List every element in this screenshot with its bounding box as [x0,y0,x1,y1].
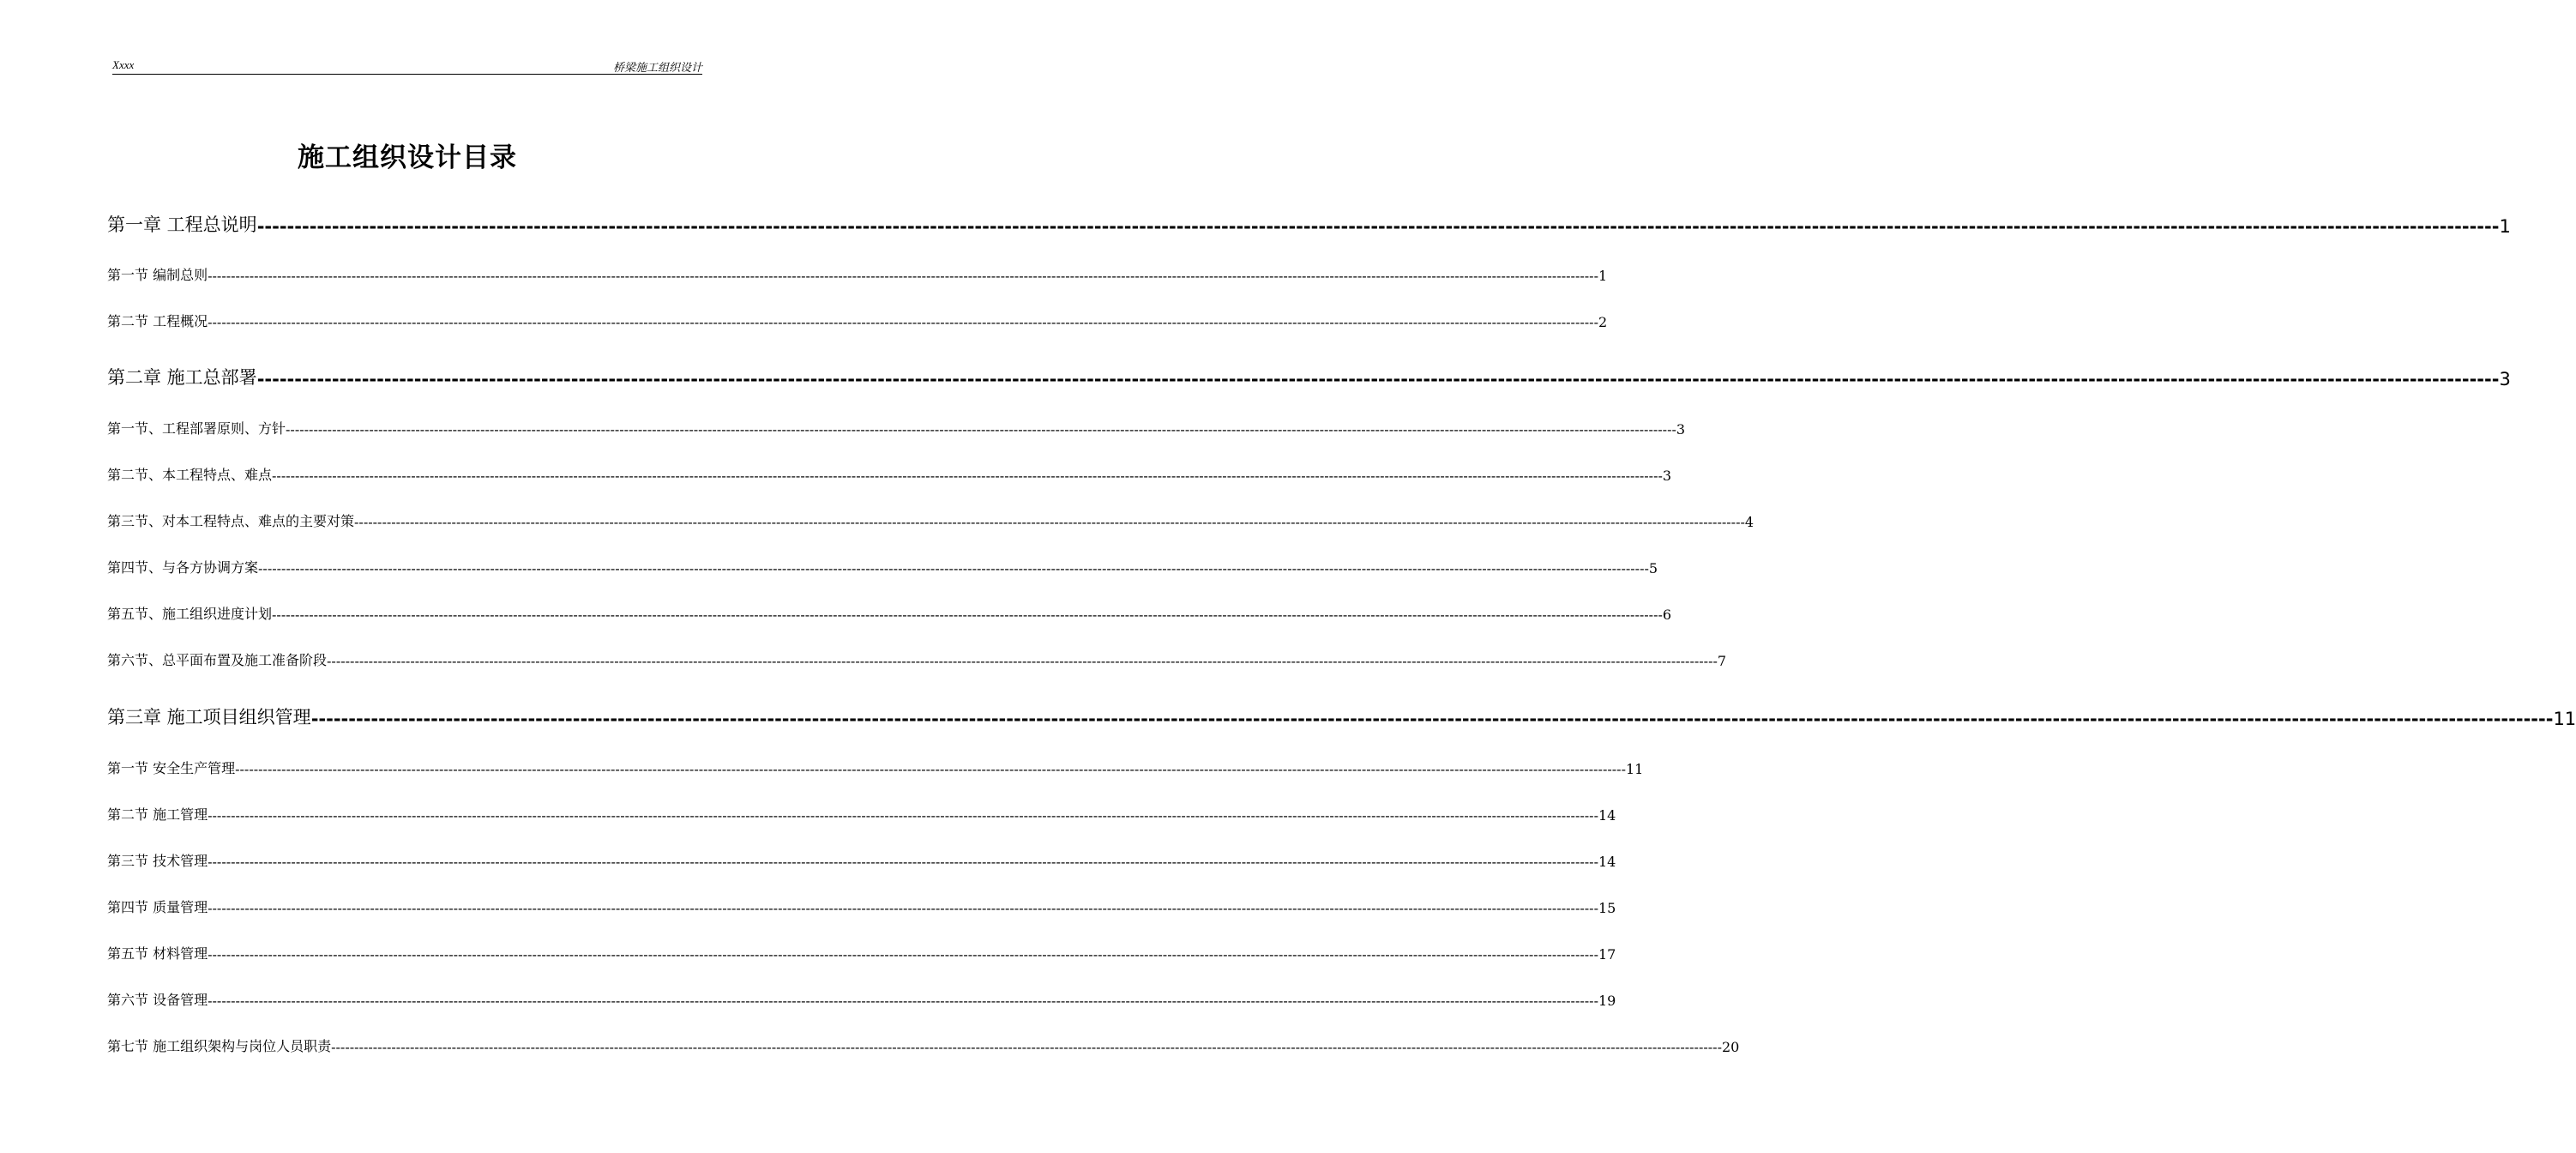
toc-entry-section[interactable] [107,465,1672,484]
toc-entry-page: 7 [1717,653,1727,669]
toc-entry-page: 11 [2553,709,2576,729]
toc-dot-leader: ------------------------------------------------------------------------------------------------------------------------------------------------------------------------------------------------------------------------------------------------------------------------------------------------------------ [256,216,2500,237]
toc-dot-leader: ------------------------------------------------------------------------------------------------------------------------------------------------------------------------------------------------------------------------------------------------------------------------------------------------------------ [208,314,1598,330]
toc-entry-page: 11 [1625,761,1644,777]
toc-entry-section[interactable] [107,805,1616,824]
toc-entry-label: 第二章 施工总部署 [107,367,257,388]
toc-dot-leader: ------------------------------------------------------------------------------------------------------------------------------------------------------------------------------------------------------------------------------------------------------------------------------------------------------------ [310,709,2554,729]
toc-entry-page: 3 [1676,421,1686,438]
toc-entry-label: 第二节 工程概况 [107,313,208,329]
toc-entry-label: 第二节、本工程特点、难点 [107,467,273,483]
toc-entry-page: 20 [1721,1039,1740,1055]
toc-entry-label: 第一章 工程总说明 [107,214,257,235]
toc-entry-page: 1 [1598,268,1608,284]
document-title: 施工组织设计目录 [298,142,517,173]
toc-entry-section[interactable] [107,758,1644,777]
toc-dot-leader: ------------------------------------------------------------------------------------------------------------------------------------------------------------------------------------------------------------------------------------------------------------------------------------------------------------ [331,1039,1722,1055]
header-right-text: 桥梁施工组织设计 [612,61,702,74]
toc-entry-page: 1 [2499,216,2511,237]
toc-entry-chapter-3[interactable] [107,705,2576,729]
toc-entry-label: 第一节 安全生产管理 [107,760,236,776]
toc-entry-label: 第七节 施工组织架构与岗位人员职责 [107,1038,332,1054]
toc-dot-leader: ------------------------------------------------------------------------------------------------------------------------------------------------------------------------------------------------------------------------------------------------------------------------------------------------------------ [256,369,2500,389]
toc-entry-section[interactable] [107,511,1754,530]
toc-entry-page: 17 [1598,946,1616,963]
toc-entry-label: 第四节 质量管理 [107,899,208,915]
toc-entry-label: 第五节 材料管理 [107,945,208,962]
toc-entry-page: 15 [1598,900,1616,916]
toc-dot-leader: ------------------------------------------------------------------------------------------------------------------------------------------------------------------------------------------------------------------------------------------------------------------------------------------------------------ [208,268,1598,284]
toc-entry-page: 6 [1662,607,1672,623]
toc-dot-leader: ------------------------------------------------------------------------------------------------------------------------------------------------------------------------------------------------------------------------------------------------------------------------------------------------------------ [208,854,1598,870]
toc-entry-label: 第一节、工程部署原则、方针 [107,420,286,437]
toc-dot-leader: ------------------------------------------------------------------------------------------------------------------------------------------------------------------------------------------------------------------------------------------------------------------------------------------------------------ [235,761,1626,777]
toc-entry-section[interactable] [107,650,1727,669]
toc-entry-section[interactable] [107,558,1658,576]
toc-entry-label: 第六节 设备管理 [107,992,208,1008]
toc-entry-section[interactable] [107,1036,1740,1055]
toc-dot-leader: ------------------------------------------------------------------------------------------------------------------------------------------------------------------------------------------------------------------------------------------------------------------------------------------------------------ [208,993,1598,1009]
toc-dot-leader: ------------------------------------------------------------------------------------------------------------------------------------------------------------------------------------------------------------------------------------------------------------------------------------------------------------ [272,607,1663,623]
toc-dot-leader: ------------------------------------------------------------------------------------------------------------------------------------------------------------------------------------------------------------------------------------------------------------------------------------------------------------ [272,468,1663,484]
toc-entry-section[interactable] [107,990,1616,1009]
toc-entry-page: 5 [1648,560,1658,576]
toc-entry-chapter-2[interactable] [107,365,2511,389]
toc-entry-page: 14 [1598,854,1616,870]
toc-entry-label: 第一节 编制总则 [107,267,208,283]
toc-entry-chapter-1[interactable] [107,213,2511,237]
toc-entry-label: 第三章 施工项目组织管理 [107,707,311,727]
toc-entry-label: 第三节 技术管理 [107,853,208,869]
page-header [112,58,702,75]
toc-entry-page: 4 [1744,514,1754,530]
toc-dot-leader: ------------------------------------------------------------------------------------------------------------------------------------------------------------------------------------------------------------------------------------------------------------------------------------------------------------ [208,807,1598,824]
toc-entry-section[interactable] [107,311,1608,330]
toc-dot-leader: ------------------------------------------------------------------------------------------------------------------------------------------------------------------------------------------------------------------------------------------------------------------------------------------------------------ [327,653,1718,669]
toc-entry-section[interactable] [107,944,1616,963]
toc-entry-label: 第四节、与各方协调方案 [107,559,259,576]
toc-dot-leader: ------------------------------------------------------------------------------------------------------------------------------------------------------------------------------------------------------------------------------------------------------------------------------------------------------------ [286,421,1676,438]
header-left-text: Xxxx [112,58,135,71]
toc-dot-leader: ------------------------------------------------------------------------------------------------------------------------------------------------------------------------------------------------------------------------------------------------------------------------------------------------------------ [354,514,1745,530]
toc-entry-section[interactable] [107,419,1686,438]
toc-entry-section[interactable] [107,604,1672,623]
toc-entry-section[interactable] [107,265,1608,284]
toc-entry-label: 第五节、施工组织进度计划 [107,606,273,622]
toc-entry-page: 3 [2499,369,2511,389]
toc-entry-section[interactable] [107,897,1616,916]
toc-entry-page: 2 [1598,314,1608,330]
toc-dot-leader: ------------------------------------------------------------------------------------------------------------------------------------------------------------------------------------------------------------------------------------------------------------------------------------------------------------ [208,900,1598,916]
toc-entry-label: 第三节、对本工程特点、难点的主要对策 [107,513,355,529]
toc-dot-leader: ------------------------------------------------------------------------------------------------------------------------------------------------------------------------------------------------------------------------------------------------------------------------------------------------------------ [258,560,1649,576]
toc-entry-page: 3 [1662,468,1672,484]
toc-entry-label: 第二节 施工管理 [107,806,208,823]
toc-dot-leader: ------------------------------------------------------------------------------------------------------------------------------------------------------------------------------------------------------------------------------------------------------------------------------------------------------------ [208,946,1598,963]
toc-entry-page: 19 [1598,993,1616,1009]
toc-entry-section[interactable] [107,851,1616,870]
toc-entry-page: 14 [1598,807,1616,824]
toc-entry-label: 第六节、总平面布置及施工准备阶段 [107,652,328,668]
